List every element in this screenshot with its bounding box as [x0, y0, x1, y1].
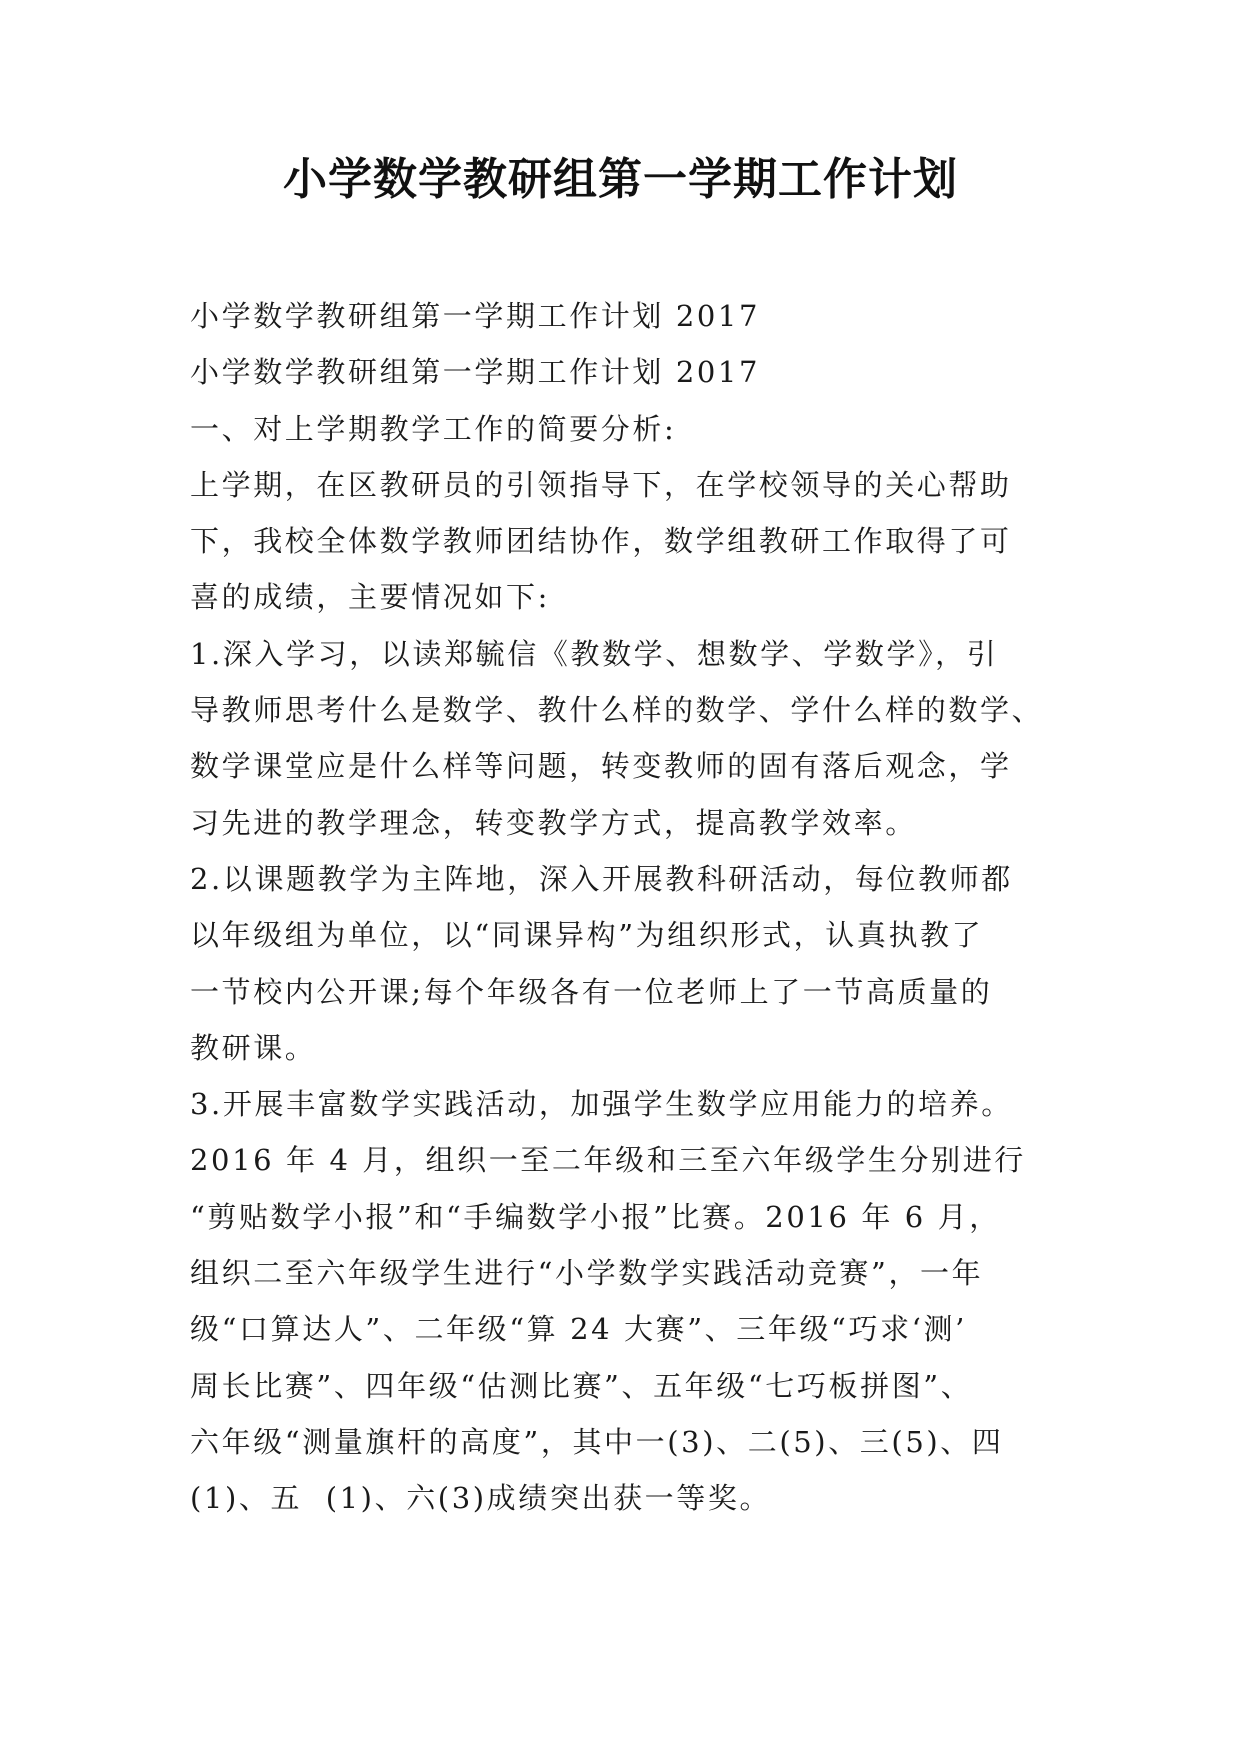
body-line: 2016 年 4 月，组织一至二年级和三至六年级学生分别进行: [190, 1143, 1026, 1178]
body-line: 以年级组为单位，以“同课异构”为组织形式，认真执教了: [190, 918, 984, 953]
body-line: 小学数学教研组第一学期工作计划 2017: [190, 299, 761, 333]
body-line: 六年级“测量旗杆的高度”，其中一(3)、二(5)、三(5)、四: [190, 1424, 1004, 1459]
body-line: 喜的成绩，主要情况如下:: [190, 580, 550, 615]
document-title: 小学数学教研组第一学期工作计划: [283, 154, 958, 205]
body-line: 3.开展丰富数学实践活动，加强学生数学应用能力的培养。: [190, 1087, 1013, 1122]
body-line: 级“口算达人”、二年级“算 24 大赛”、三年级“巧求‘测’: [190, 1312, 967, 1347]
body-line: 组织二至六年级学生进行“小学数学实践活动竞赛”，一年: [190, 1256, 984, 1291]
body-line: “剪贴数学小报”和“手编数学小报”比赛。2016 年 6 月，: [190, 1199, 1001, 1234]
body-line: 习先进的教学理念，转变教学方式，提高教学效率。: [190, 805, 917, 840]
body-line: 上学期，在区教研员的引领指导下，在学校领导的关心帮助: [190, 467, 1012, 502]
document-body: [190, 288, 1060, 1527]
body-line: 一、对上学期教学工作的简要分析:: [190, 411, 677, 446]
body-line: 下，我校全体数学教师团结协作，数学组教研工作取得了可: [190, 524, 1012, 559]
body-line: 1.深入学习，以读郑毓信《教数学、想数学、学数学》，引: [190, 636, 999, 671]
body-line: 周长比赛”、四年级“估测比赛”、五年级“七巧板拼图”、: [190, 1368, 973, 1403]
body-line: 数学课堂应是什么样等问题，转变教师的固有落后观念，学: [190, 749, 1012, 784]
body-line: 一节校内公开课;每个年级各有一位老师上了一节高质量的: [190, 974, 993, 1009]
body-line: 导教师思考什么是数学、教什么样的数学、学什么样的数学、: [190, 693, 1044, 728]
body-line: 小学数学教研组第一学期工作计划 2017: [190, 355, 761, 390]
body-line: 教研课。: [190, 1030, 317, 1065]
body-line: (1)、五 (1)、六(3)成绩突出获一等奖。: [190, 1481, 772, 1516]
body-line: 2.以课题教学为主阵地，深入开展教科研活动，每位教师都: [190, 861, 1013, 896]
